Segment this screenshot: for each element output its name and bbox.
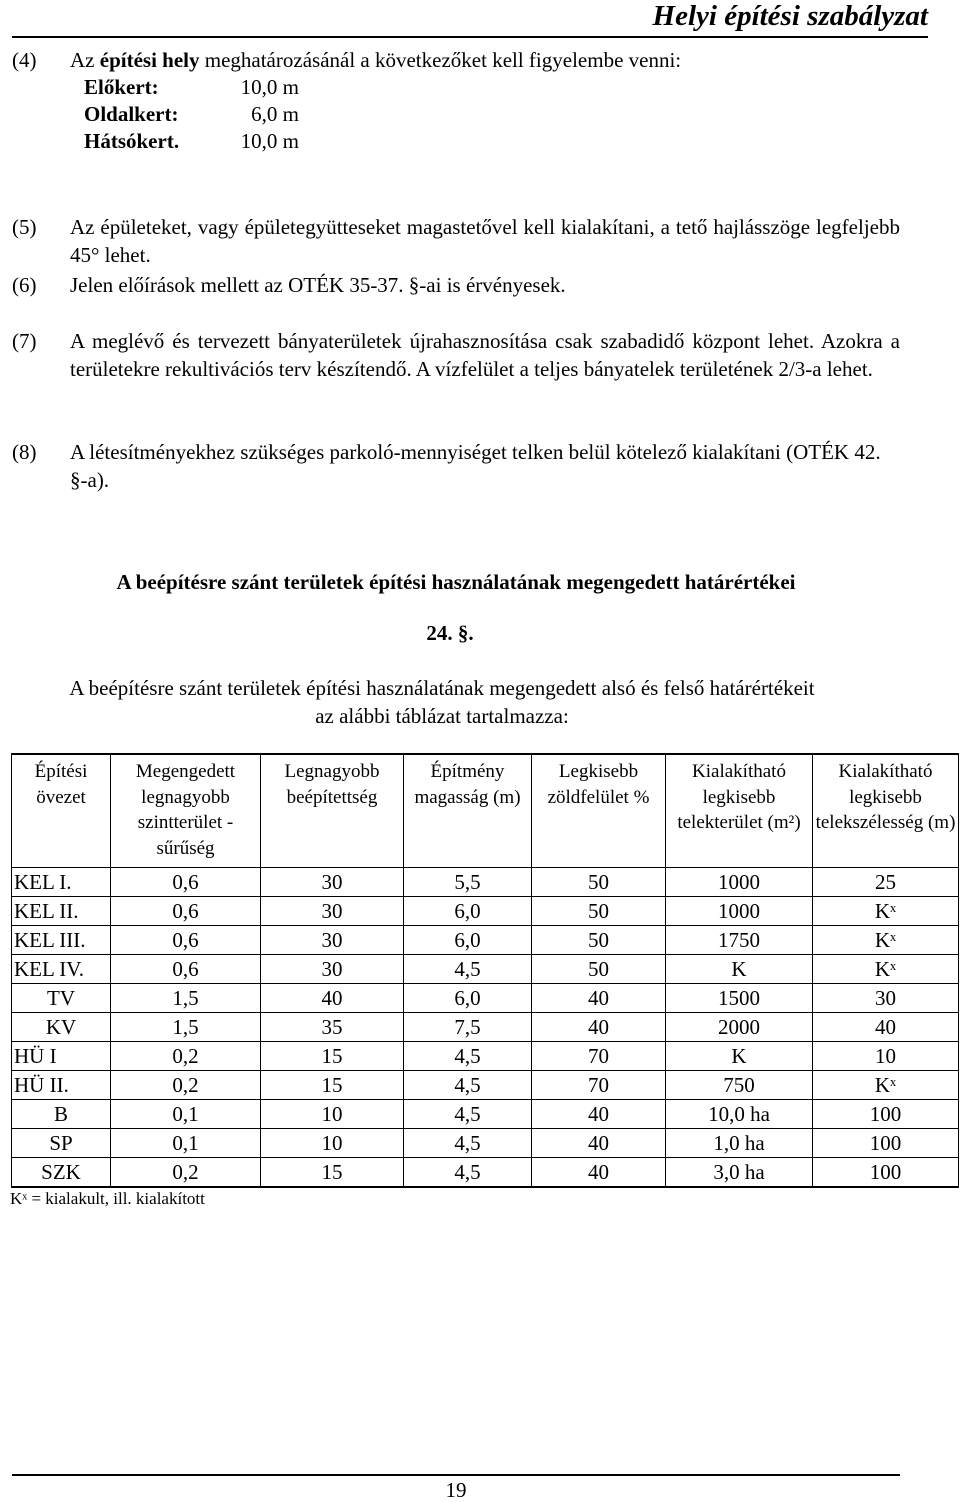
table-row [12,1100,959,1129]
value-cell: 10,0 ha [666,1100,813,1129]
table-row [12,868,959,897]
header-cell: Legkisebb zöldfelület % [532,754,666,868]
value-cell: 4,5 [404,1042,532,1071]
limits-table [11,753,959,1188]
section-title: A beépítésre szánt területek építési használatának megengedett határértékei [116,570,796,594]
value-cell: 10 [813,1042,959,1071]
paragraph-number: (7) [12,329,37,353]
setback-value: 10,0 m [240,129,299,153]
value-cell: Kˣ [813,897,959,926]
value-cell: 3,0 ha [666,1158,813,1188]
value-cell: 0,6 [111,868,261,897]
table-row [12,1042,959,1071]
value-cell: 6,0 [404,926,532,955]
section-number: 24. §. [426,621,474,645]
value-cell: 70 [532,1071,666,1100]
value-cell: 50 [532,868,666,897]
header-cell: Legnagyobb beépítettség [261,754,404,868]
paragraph-text-pre: Az [70,48,100,72]
value-cell: 1000 [666,897,813,926]
value-cell: 6,0 [404,984,532,1013]
setback-value: 10,0 m [240,75,299,99]
intro-line-1: A beépítésre szánt területek építési használatának megengedett alsó és felső határértékeit [69,676,815,700]
paragraph-4 [12,46,912,74]
value-cell: 1,5 [111,1013,261,1042]
intro-line-2: az alábbi táblázat tartalmazza: [315,704,569,728]
value-cell: 40 [532,1100,666,1129]
paragraph-8 [12,438,912,494]
value-cell: K [666,1042,813,1071]
value-cell: 4,5 [404,1100,532,1129]
value-cell: 1000 [666,868,813,897]
value-cell: 0,6 [111,897,261,926]
value-cell: 0,1 [111,1129,261,1158]
zone-cell: SP [12,1129,111,1158]
value-cell: 40 [532,1129,666,1158]
table-row [12,1158,959,1188]
value-cell: 0,6 [111,926,261,955]
value-cell: 30 [261,897,404,926]
value-cell: 4,5 [404,1158,532,1188]
value-cell: 35 [261,1013,404,1042]
paragraph-number: (6) [12,273,37,297]
value-cell: 4,5 [404,1071,532,1100]
value-cell: 1500 [666,984,813,1013]
zone-cell: KEL IV. [12,955,111,984]
value-cell: 40 [532,984,666,1013]
value-cell: 10 [261,1100,404,1129]
value-cell: 0,1 [111,1100,261,1129]
paragraph-text [70,46,681,74]
value-cell: 50 [532,897,666,926]
header-cell: Kialakítható legkisebb telekterület (m²) [666,754,813,868]
table-header-row [12,754,959,868]
paragraph-5 [12,213,912,269]
value-cell: 25 [813,868,959,897]
footer-rule [12,1474,900,1476]
value-cell: 4,5 [404,1129,532,1158]
value-cell: K [666,955,813,984]
header-cell: Kialakítható legkisebb telekszélesség (m) [813,754,959,868]
paragraph-text-bold: építési hely [99,48,200,72]
value-cell: 5,5 [404,868,532,897]
table-row [12,926,959,955]
value-cell: 15 [261,1158,404,1188]
value-cell: Kˣ [813,1071,959,1100]
value-cell: 100 [813,1100,959,1129]
zone-cell: KEL I. [12,868,111,897]
table-row [12,1013,959,1042]
value-cell: 30 [261,926,404,955]
value-cell: 2000 [666,1013,813,1042]
table-row [12,897,959,926]
setback-label: Előkert: [84,75,159,99]
value-cell: Kˣ [813,955,959,984]
paragraph-number: (5) [12,215,37,239]
value-cell: 6,0 [404,897,532,926]
value-cell: 0,2 [111,1042,261,1071]
value-cell: 30 [261,955,404,984]
zone-cell: HÜ I [12,1042,111,1071]
value-cell: Kˣ [813,926,959,955]
value-cell: 10 [261,1129,404,1158]
value-cell: 100 [813,1158,959,1188]
paragraph-text: A meglévő és tervezett bányaterületek újrahasznosítása csak szabadidő központ lehet. Azokra a területekre rekultivációs terv készítendő. A vízfelület a teljes bányatelek területének 2/3-a lehet. [70,329,900,381]
value-cell: 50 [532,926,666,955]
paragraph-number: (8) [12,440,37,464]
value-cell: 7,5 [404,1013,532,1042]
value-cell: 4,5 [404,955,532,984]
setback-value: 6,0 m [251,102,299,126]
table-row [12,1129,959,1158]
paragraph-7 [12,327,912,411]
paragraph-text: Jelen előírások mellett az OTÉK 35-37. §-ai is érvényesek. [70,273,566,297]
value-cell: 750 [666,1071,813,1100]
header-cell: Építmény magasság (m) [404,754,532,868]
value-cell: 70 [532,1042,666,1071]
table-row [12,984,959,1013]
zone-cell: KV [12,1013,111,1042]
value-cell: 0,2 [111,1071,261,1100]
zone-cell: SZK [12,1158,111,1188]
header-title: Helyi építési szabályzat [652,0,928,32]
value-cell: 0,2 [111,1158,261,1188]
paragraph-text: A létesítményekhez szükséges parkoló-mennyiséget telken belül kötelező kialakítani (OTÉK 42. §-a). [70,440,881,492]
zone-cell: KEL III. [12,926,111,955]
table-row [12,955,959,984]
value-cell: 1750 [666,926,813,955]
value-cell: 40 [813,1013,959,1042]
table-row [12,1071,959,1100]
value-cell: 15 [261,1071,404,1100]
value-cell: 1,0 ha [666,1129,813,1158]
zone-cell: HÜ II. [12,1071,111,1100]
table-footnote: Kˣ = kialakult, ill. kialakított [10,1189,205,1208]
header-cell: Építési övezet [12,754,111,868]
value-cell: 100 [813,1129,959,1158]
value-cell: 50 [532,955,666,984]
paragraph-text: Az épületeket, vagy épületegyütteseket magastetővel kell kialakítani, a tető hajlásszöge legfeljebb 45° lehet. [70,215,900,267]
value-cell: 30 [813,984,959,1013]
zone-cell: TV [12,984,111,1013]
setback-label: Oldalkert: [84,102,179,126]
paragraph-6 [12,271,912,299]
paragraph-number: (4) [12,48,37,72]
paragraph-text-post: meghatározásánál a következőket kell figyelembe venni: [199,48,682,72]
value-cell: 40 [261,984,404,1013]
setback-label: Hátsókert. [84,129,180,153]
page-number: 19 [445,1478,467,1502]
zone-cell: B [12,1100,111,1129]
page-header [12,0,928,38]
value-cell: 40 [532,1158,666,1188]
value-cell: 0,6 [111,955,261,984]
header-cell: Megengedett legnagyobb szintterület - sűrűség [111,754,261,868]
zone-cell: KEL II. [12,897,111,926]
value-cell: 40 [532,1013,666,1042]
value-cell: 15 [261,1042,404,1071]
value-cell: 1,5 [111,984,261,1013]
value-cell: 30 [261,868,404,897]
